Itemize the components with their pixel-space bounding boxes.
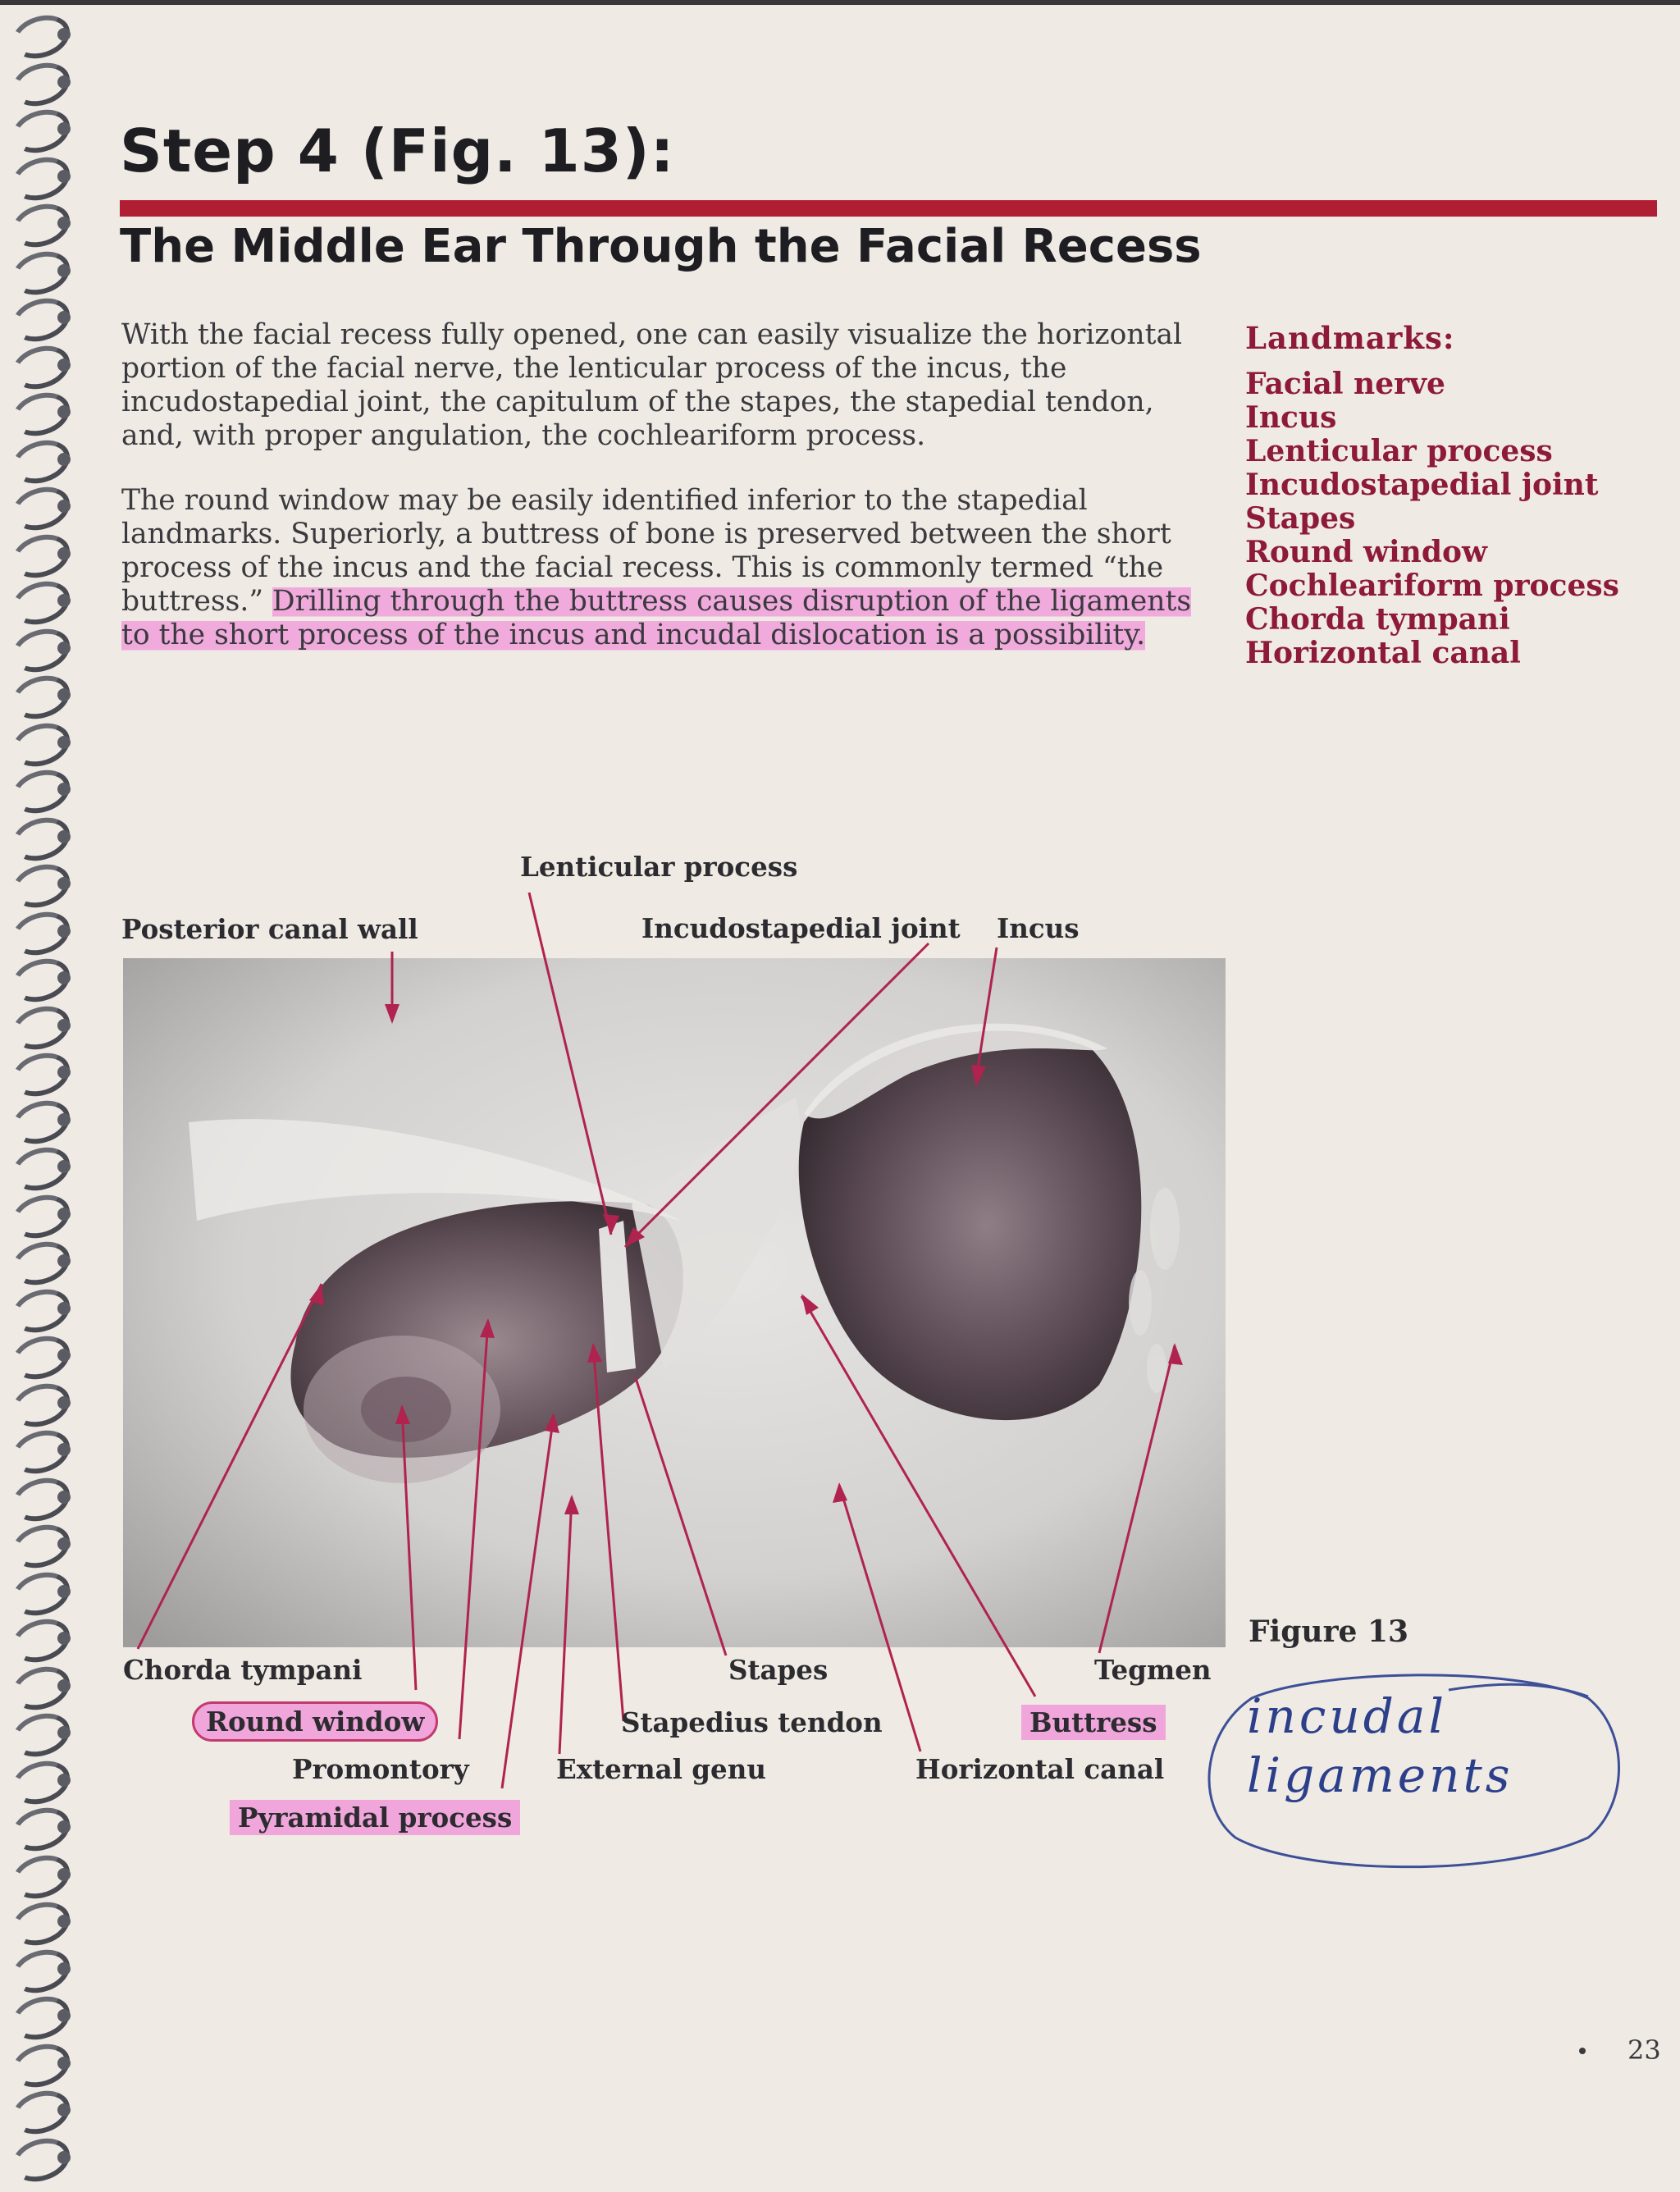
pointer-round-window	[402, 1407, 416, 1690]
pointer-stapes	[636, 1378, 726, 1655]
landmark-item: Stapes	[1245, 501, 1356, 536]
label-lenticular-process: Lenticular process	[520, 851, 798, 883]
pointer-incus	[976, 948, 997, 1079]
section-subtitle: The Middle Ear Through the Facial Recess	[120, 220, 1202, 273]
paragraph-1: With the facial recess fully opened, one can easily visualize the horizontal portion of the facial nerve, the lenticular process of the incus, the incudostapedial joint, the capitulum of the stapes, the stapedial tendon, and, with proper angulation, the cochleariform process.	[121, 318, 1183, 452]
label-pyramidal-process: Pyramidal process	[230, 1800, 520, 1835]
label-external-genu: External genu	[556, 1753, 766, 1785]
label-stapedius-tendon: Stapedius tendon	[621, 1706, 883, 1738]
step-title: Step 4 (Fig. 13):	[120, 116, 675, 185]
paragraph-2-text: The round window may be easily identified inferior to the stapedial landmarks. Superiorly, a buttress of bone is preserved between the short process of the incus and the facial recess. This is commonly termed “the buttress.”	[121, 484, 1171, 618]
pointer-lenticular-process	[529, 893, 611, 1235]
landmark-item: Incudostapedial joint	[1245, 468, 1599, 502]
label-promontory: Promontory	[292, 1753, 469, 1785]
pointer-external-genu	[559, 1497, 572, 1754]
landmark-item: Cochleariform process	[1245, 569, 1619, 603]
handwritten-note-text: incudal ligaments	[1247, 1688, 1513, 1803]
label-tegmen: Tegmen	[1094, 1654, 1212, 1686]
label-incudostapedial-joint: Incudostapedial joint	[641, 912, 961, 944]
landmark-item: Horizontal canal	[1245, 636, 1521, 670]
highlighted-sentence: Drilling through the buttress causes disruption of the ligaments to the short process of the incus and incudal dislocation is a possibility.	[121, 585, 1192, 651]
label-stapes: Stapes	[728, 1654, 829, 1686]
label-chorda-tympani: Chorda tympani	[123, 1654, 363, 1686]
landmarks-heading: Landmarks:	[1245, 320, 1455, 356]
landmark-item: Lenticular process	[1245, 434, 1553, 468]
label-incus: Incus	[997, 912, 1080, 944]
pointer-incudostapedial-joint	[625, 943, 929, 1247]
pointer-chorda-tympani	[138, 1284, 322, 1649]
pointer-pyramidal-process	[502, 1415, 554, 1788]
label-horizontal-canal: Horizontal canal	[915, 1753, 1165, 1785]
pointer-tegmen	[1099, 1345, 1175, 1653]
landmark-item: Round window	[1245, 535, 1487, 569]
landmark-item: Incus	[1245, 400, 1337, 435]
pointer-arrowheads	[309, 1004, 1183, 1514]
label-buttress: Buttress	[1021, 1705, 1166, 1740]
label-posterior-canal-wall: Posterior canal wall	[121, 913, 418, 945]
landmark-item: Chorda tympani	[1245, 602, 1510, 637]
pointer-stapedius-tendon	[593, 1345, 623, 1721]
page-marker-dot	[1579, 2048, 1586, 2054]
label-round-window: Round window	[192, 1701, 438, 1742]
landmark-item: Facial nerve	[1245, 367, 1445, 401]
page-number: 23	[1628, 2034, 1661, 2066]
pointer-promontory	[459, 1321, 488, 1739]
figure-caption: Figure 13	[1249, 1614, 1409, 1649]
